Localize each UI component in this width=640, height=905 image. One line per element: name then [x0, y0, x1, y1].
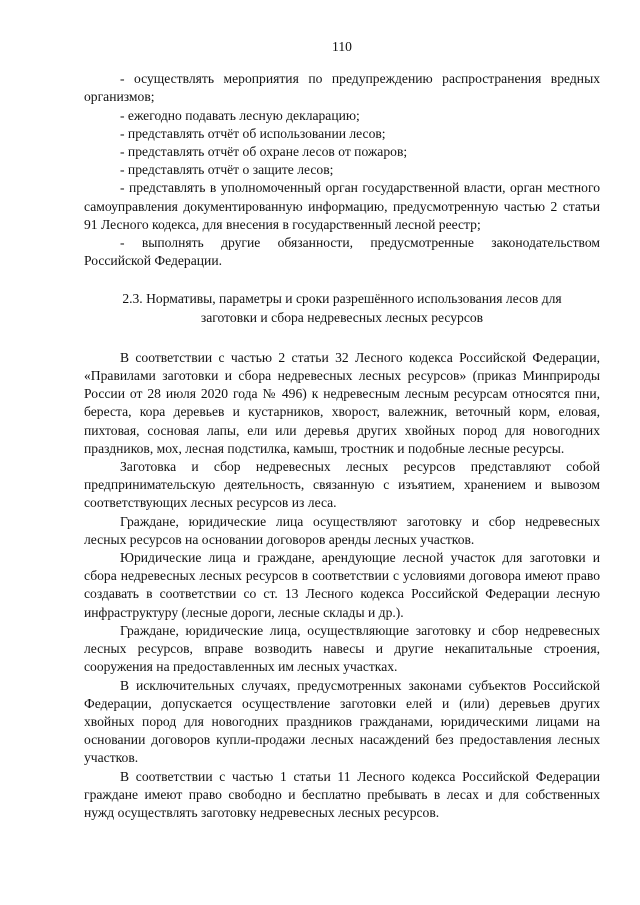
paragraph: Юридические лица и граждане, арендующие лесной участок для заготовки и сбора недревесных лесных ресурсов в соответствии с условиями договора имеют право создавать в соответствии со ст. 13 Лесного кодекса Российской Федерации лесную инфраструктуру (лесные дороги, лесные склады и др.). [84, 550, 600, 620]
section-title-line-2: заготовки и сбора недревесных лесных ресурсов [200, 309, 484, 325]
section-title [84, 290, 600, 326]
obligations-list [84, 70, 600, 270]
page-number: 110 [332, 39, 352, 54]
list-item: - представлять отчёт о защите лесов; [120, 162, 334, 178]
list-item: - ежегодно подавать лесную декларацию; [120, 107, 360, 123]
list-item: - представлять в уполномоченный орган государственной власти, орган местного самоуправления документированную информацию, предусмотренную частью 2 статьи 91 Лесного кодекса, для внесения в государственный лесной реестр; [84, 180, 600, 232]
section-body [84, 349, 600, 822]
list-item: - представлять отчёт об охране лесов от пожаров; [120, 144, 408, 160]
list-item: - представлять отчёт об использовании лесов; [120, 125, 386, 141]
paragraph: Граждане, юридические лица, осуществляющие заготовку и сбор недревесных лесных ресурсов, вправе возводить навесы и другие некапитальные строения, сооружения на предоставленных им лесных участках. [84, 622, 600, 675]
list-item: - осуществлять мероприятия по предупреждению распространения вредных организмов; [84, 71, 600, 105]
paragraph: Граждане, юридические лица осуществляют заготовку и сбор недревесных лесных ресурсов на основании договоров аренды лесных участков. [84, 513, 600, 547]
paragraph: Заготовка и сбор недревесных лесных ресурсов представляют собой предпринимательскую деятельность, связанную с изъятием, хранением и вывозом соответствующих лесных ресурсов из леса. [84, 459, 600, 511]
section-title-line-1: 2.3. Нормативы, параметры и сроки разрешённого использования лесов для [122, 291, 562, 307]
list-item: - выполнять другие обязанности, предусмотренные законодательством Российской Федерации. [84, 235, 600, 269]
paragraph: В соответствии с частью 2 статьи 32 Лесного кодекса Российской Федерации, «Правилами заготовки и сбора недревесных лесных ресурсов» (приказ Минприроды России от 28 июля 2020 года № 496) к недревесным лесным ресурсам относятся пни, береста, кора деревьев и кустарников, хворост, валежник, веточный корм, еловая, пихтовая, сосновая лапы, ели или деревья других хвойных пород для новогодних праздников, мох, лесная подстилка, камыш, тростник и подобные лесные ресурсы. [84, 349, 600, 456]
paragraph: В исключительных случаях, предусмотренных законами субъектов Российской Федерации, допускается осуществление заготовки елей и (или) деревьев других хвойных пород для новогодних праздников гражданами, юридическими лицами на основании договоров купли-продажи лесных насаждений без предоставления лесных участков. [84, 677, 600, 766]
paragraph: В соответствии с частью 1 статьи 11 Лесного кодекса Российской Федерации граждане имеют право свободно и бесплатно пребывать в лесах и для собственных нужд осуществлять заготовку недревесных лесных ресурсов. [84, 768, 600, 820]
